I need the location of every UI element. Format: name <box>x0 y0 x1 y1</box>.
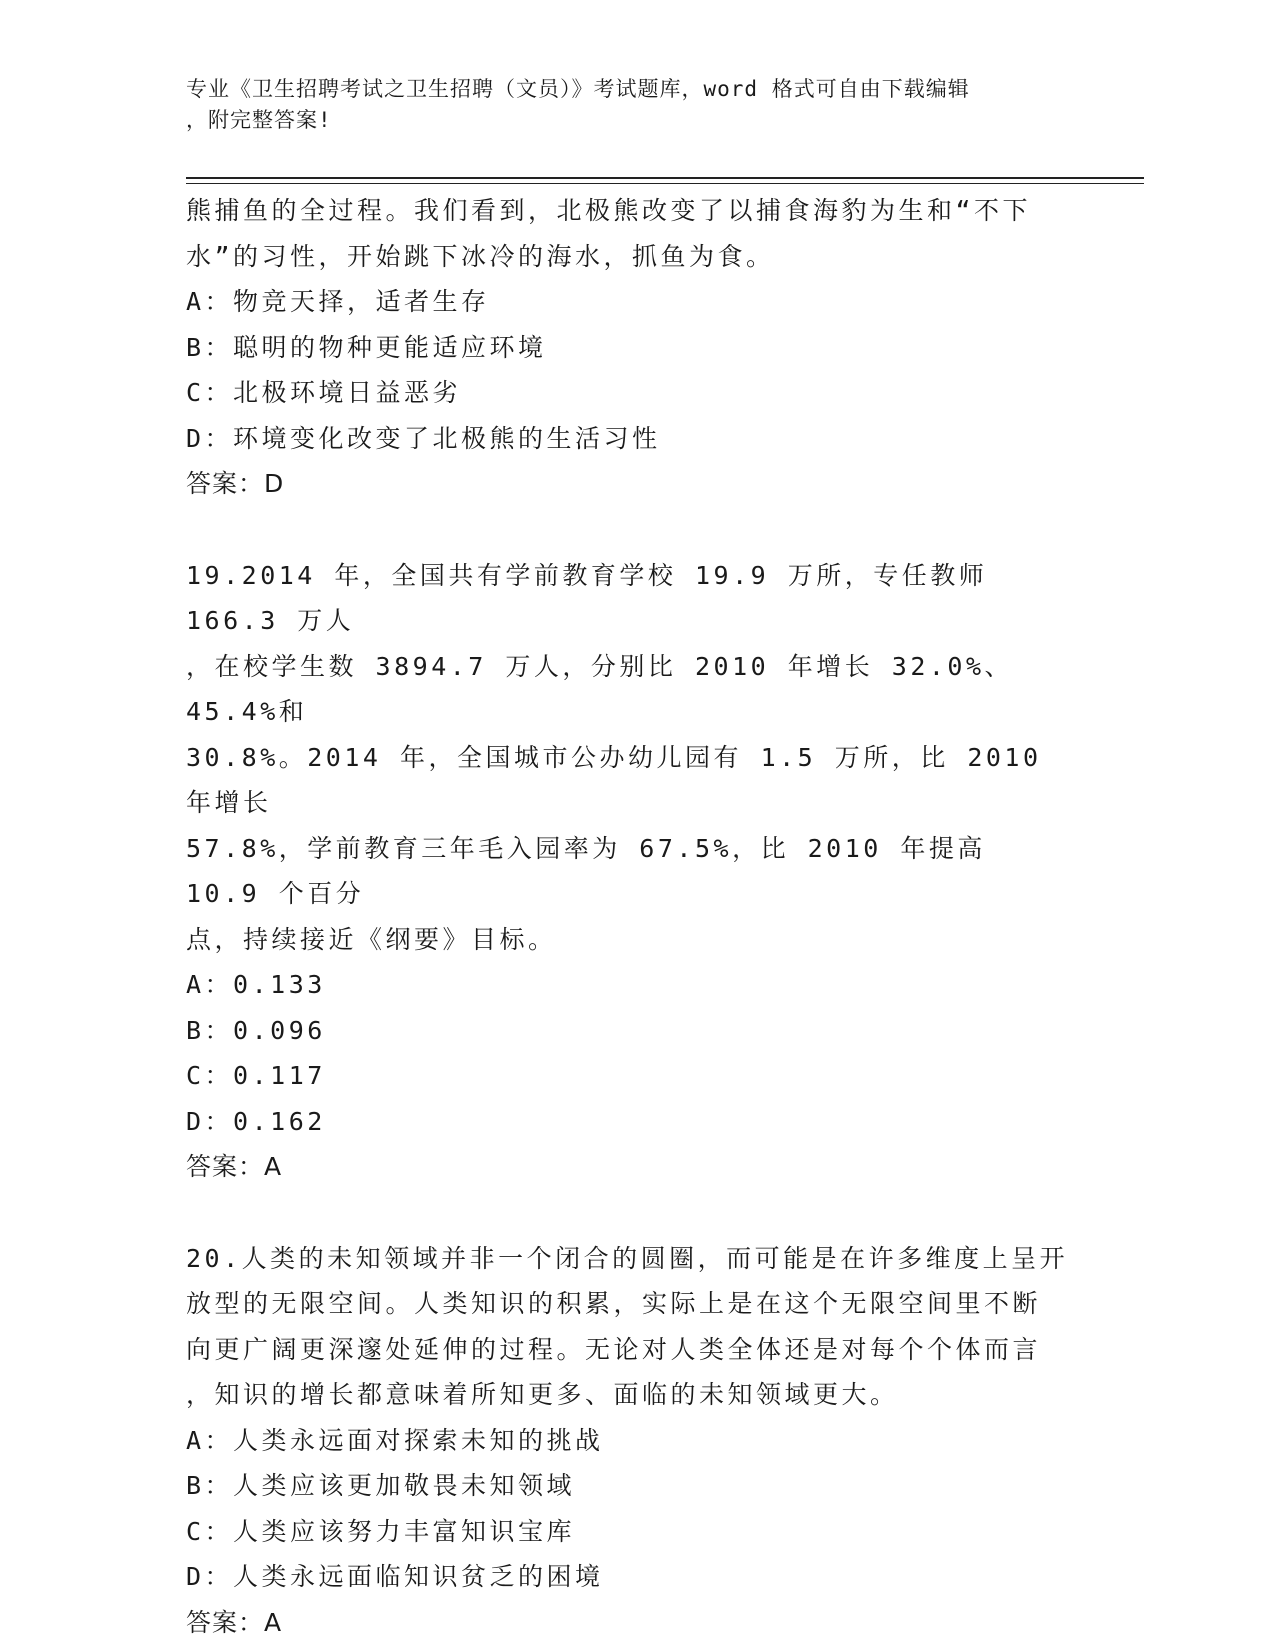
question-block <box>186 553 1076 1190</box>
option-a: A：物竞天择，适者生存 <box>186 287 490 316</box>
option-c: C：人类应该努力丰富知识宝库 <box>186 1516 576 1546</box>
answer: 答案：A <box>186 1152 283 1181</box>
header-line-2: ，附完整答案! <box>186 108 332 132</box>
spacer <box>186 507 1076 553</box>
spacer <box>186 1190 1076 1236</box>
header-rule-thin <box>186 183 1144 184</box>
stem-line: ，知识的增长都意味着所知更多、面临的未知领域更大。 <box>186 1380 899 1409</box>
option-d: D：0.162 <box>186 1106 326 1136</box>
stem-line: 水”的习性，开始跳下冰冷的海水，抓鱼为食。 <box>186 241 775 271</box>
option-c: C：北极环境日益恶劣 <box>186 378 462 407</box>
stem-line: 点，持续接近《纲要》目标。 <box>186 924 557 954</box>
stem-line: 57.8%，学前教育三年毛入园率为 67.5%，比 2010 年提高 10.9 个百分 <box>186 833 986 908</box>
question-block <box>186 188 1076 507</box>
stem-line: ，在校学生数 3894.7 万人，分别比 2010 年增长 32.0%、45.4%和 <box>186 651 1014 726</box>
question-stem <box>186 553 1076 963</box>
option-b: B：0.096 <box>186 1015 326 1045</box>
document-header <box>186 74 1066 136</box>
option-d: D：环境变化改变了北极熊的生活习性 <box>186 423 661 453</box>
option-a: A：0.133 <box>186 970 326 999</box>
stem-line: 熊捕鱼的全过程。我们看到，北极熊改变了以捕食海豹为生和“不下 <box>186 196 1032 225</box>
option-b: B：人类应该更加敬畏未知领域 <box>186 1471 576 1500</box>
question-list <box>186 188 1076 1645</box>
header-rule-thick <box>186 177 1144 179</box>
option-c: C：0.117 <box>186 1061 326 1090</box>
question-stem <box>186 188 1076 279</box>
stem-line: 30.8%。2014 年，全国城市公办幼儿园有 1.5 万所，比 2010 年增长 <box>186 742 1042 817</box>
answer: 答案：A <box>186 1607 283 1637</box>
answer: 答案：D <box>186 469 285 498</box>
stem-line: 向更广阔更深邃处延伸的过程。无论对人类全体还是对每个个体而言 <box>186 1334 1042 1364</box>
stem-line: 20.人类的未知领域并非一个闭合的圆圈，而可能是在许多维度上呈开 <box>186 1243 1069 1273</box>
stem-line: 19.2014 年，全国共有学前教育学校 19.9 万所，专任教师 166.3 万人 <box>186 560 988 635</box>
question-block <box>186 1236 1076 1646</box>
header-line-1: 专业《卫生招聘考试之卫生招聘（文员）》考试题库，word 格式可自由下载编辑 <box>186 77 970 101</box>
question-stem <box>186 1236 1076 1418</box>
option-d: D：人类永远面临知识贫乏的困境 <box>186 1562 604 1591</box>
option-b: B：聪明的物种更能适应环境 <box>186 332 547 362</box>
stem-line: 放型的无限空间。人类知识的积累，实际上是在这个无限空间里不断 <box>186 1289 1042 1318</box>
option-a: A：人类永远面对探索未知的挑战 <box>186 1425 604 1455</box>
